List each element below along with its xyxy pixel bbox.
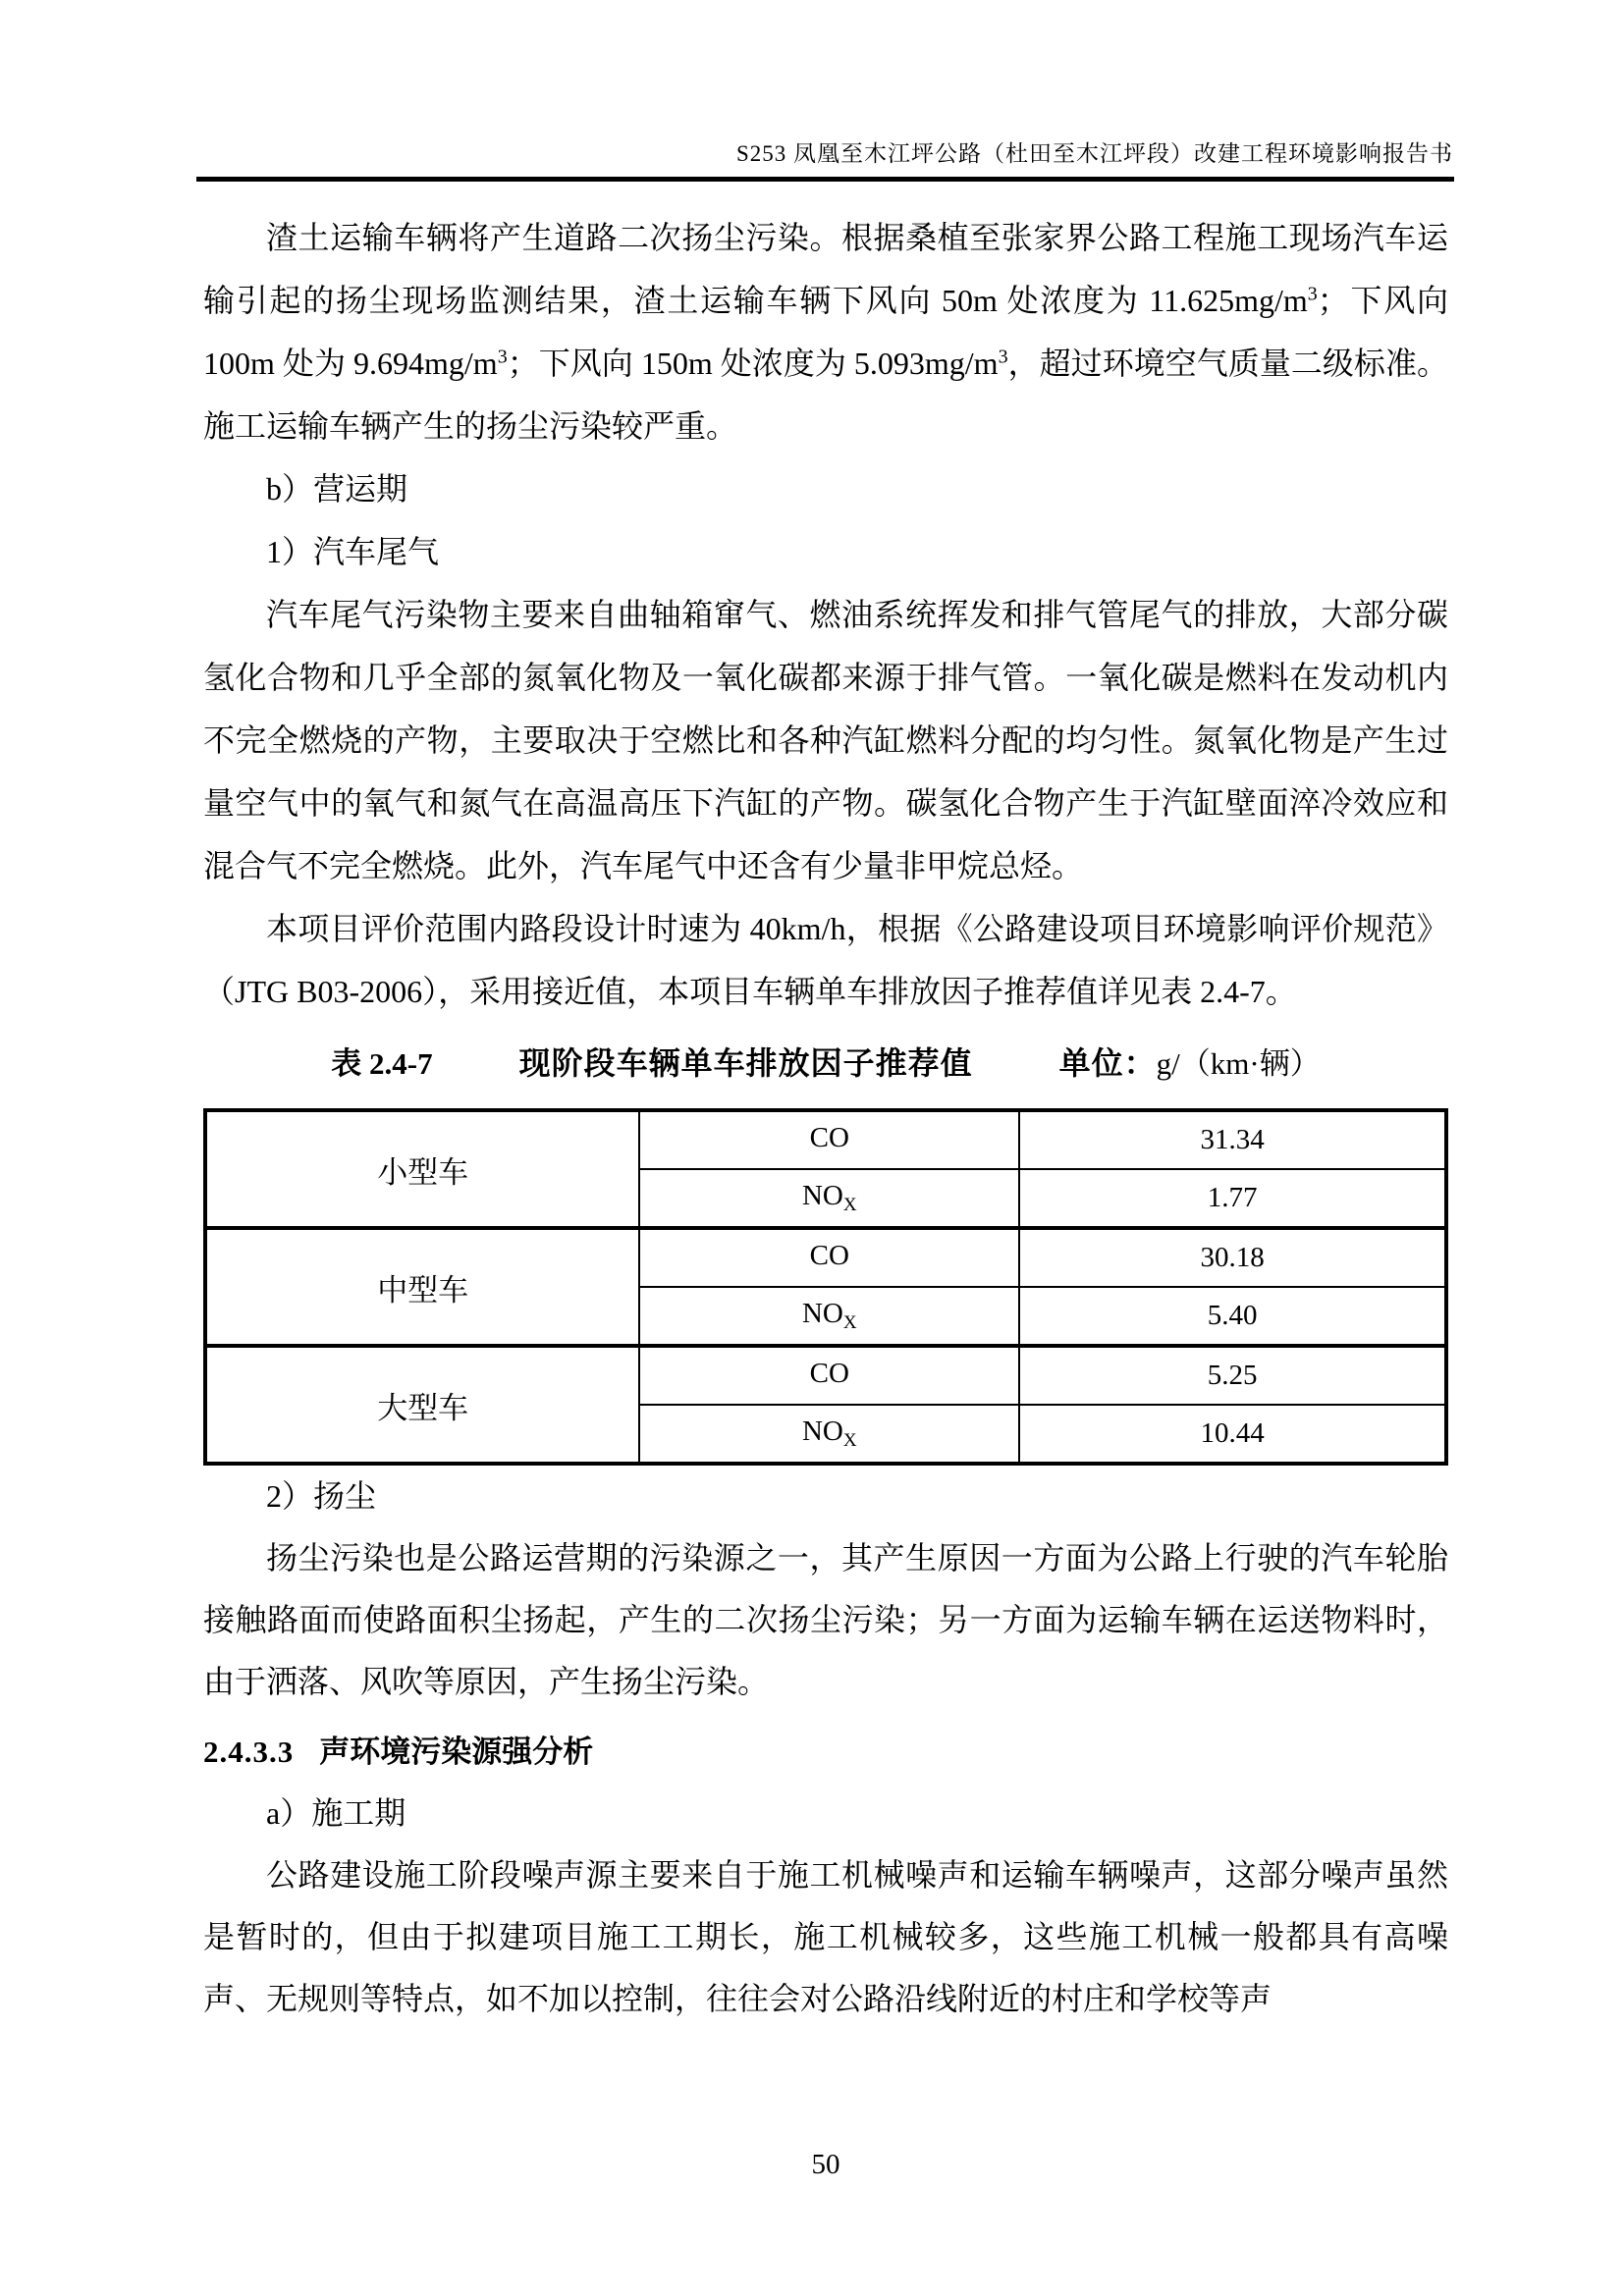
superscript-3: 3: [497, 346, 508, 368]
emission-factor-table: [203, 1108, 1448, 1466]
subheading-construction-period: a）施工期: [266, 1795, 406, 1831]
paragraph-design-speed: 本项目评价范围内路段设计时速为 40km/h，根据《公路建设项目环境影响评价规范》（JTG B03-2006），采用接近值，本项目车辆单车排放因子推荐值详见表 2.4-7。: [203, 911, 1448, 1009]
table-row: [205, 1110, 1446, 1169]
lower-section: [203, 1466, 1448, 2030]
emission-value-cell: 31.34: [1019, 1110, 1446, 1169]
page-content: [203, 206, 1448, 2030]
superscript-3: 3: [998, 346, 1008, 368]
pollutant-subscript: X: [842, 1312, 857, 1333]
paragraph-exhaust-sources: 汽车尾气污染物主要来自曲轴箱窜气、燃油系统挥发和排气管尾气的排放，大部分碳氢化合物和几乎全部的氮氧化物及一氧化碳都来源于排气管。一氧化碳是燃料在发动机内不完全燃烧的产物，主要取决于空燃比和各种汽缸燃料分配的均匀性。氮氧化物是产生过量空气中的氧气和氮气在高温高压下汽缸的产物。碳氢化合物产生于汽缸壁面淬冷效应和混合气不完全燃烧。此外，汽车尾气中还含有少量非甲烷总烃。: [203, 597, 1448, 883]
pollutant-cell: [639, 1169, 1019, 1228]
pollutant-subscript: X: [842, 1195, 857, 1215]
section-heading-noise: [203, 1721, 1448, 1783]
text-segment: ，超过环境空气质量二级标准。施工运输车辆产生的扬尘污染较严重。: [203, 346, 1448, 444]
subheading-road-dust: 2）扬尘: [266, 1478, 377, 1514]
vehicle-type-cell: 中型车: [205, 1228, 639, 1346]
paragraph-road-dust: 扬尘污染也是公路运营期的污染源之一，其产生原因一方面为公路上行驶的汽车轮胎接触路面而使路面积尘扬起，产生的二次扬尘污染；另一方面为运输车辆在运送物料时，由于洒落、风吹等原因，产生扬尘污染。: [203, 1540, 1448, 1699]
emission-value-cell: 1.77: [1019, 1169, 1446, 1228]
table-row: [205, 1228, 1446, 1287]
paragraph-construction-dust: [203, 206, 1448, 457]
page-footer: [203, 2146, 1448, 2183]
page-number: 50: [811, 2149, 840, 2180]
subheading-operation-period: b）营运期: [266, 471, 408, 507]
emission-value-cell: 5.40: [1019, 1287, 1446, 1346]
pollutant-cell: [639, 1346, 1019, 1405]
subheading-vehicle-exhaust: 1）汽车尾气: [266, 534, 440, 569]
text-segment: ；下风向 100m 处为 9.694mg/m: [203, 283, 1448, 381]
emission-value-cell: 5.25: [1019, 1346, 1446, 1405]
table-caption: [203, 1032, 1448, 1095]
pollutant-name: NO: [801, 1298, 843, 1329]
table-caption-unit-value: g/（km·辆）: [1156, 1046, 1321, 1081]
text-segment: 渣土运输车辆将产生道路二次扬尘污染。根据桑植至张家界公路工程施工现场汽车运输引起的扬尘现场监测结果，渣土运输车辆下风向 50m 处浓度为 11.625mg/m: [203, 220, 1448, 318]
pollutant-cell: [639, 1287, 1019, 1346]
table-caption-unit-label: 单位：: [1058, 1045, 1157, 1081]
vehicle-type-cell: 小型车: [205, 1110, 639, 1228]
text-segment: ；下风向 150m 处浓度为 5.093mg/m: [507, 346, 999, 381]
table-row: [205, 1346, 1446, 1405]
pollutant-subscript: X: [842, 1430, 857, 1451]
table-caption-unit: [1059, 1032, 1321, 1095]
header-rule: [196, 177, 1454, 182]
pollutant-cell: [639, 1405, 1019, 1464]
pollutant-name: CO: [809, 1358, 849, 1389]
superscript-3: 3: [1307, 283, 1318, 305]
pollutant-name: NO: [801, 1415, 843, 1447]
table-caption-label: 表 2.4-7: [331, 1046, 433, 1081]
page-header-title: S253 凤凰至木江坪公路（杜田至木江坪段）改建工程环境影响报告书: [735, 141, 1453, 166]
pollutant-name: CO: [809, 1240, 849, 1271]
vehicle-type-cell: 大型车: [205, 1346, 639, 1464]
pollutant-name: NO: [801, 1180, 843, 1211]
emission-value-cell: 30.18: [1019, 1228, 1446, 1287]
pollutant-cell: [639, 1110, 1019, 1169]
section-number: 2.4.3.3: [203, 1735, 295, 1769]
pollutant-cell: [639, 1228, 1019, 1287]
pollutant-name: CO: [809, 1122, 849, 1153]
emission-value-cell: 10.44: [1019, 1405, 1446, 1464]
section-title: 声环境污染源强分析: [319, 1735, 594, 1769]
table-caption-title: 现阶段车辆单车排放因子推荐值: [518, 1045, 973, 1081]
paragraph-construction-noise: 公路建设施工阶段噪声源主要来自于施工机械噪声和运输车辆噪声，这部分噪声虽然是暂时的，但由于拟建项目施工工期长，施工机械较多，这些施工机械一般都具有高噪声、无规则等特点，如不加以控制，往往会对公路沿线附近的村庄和学校等声: [203, 1857, 1448, 2016]
